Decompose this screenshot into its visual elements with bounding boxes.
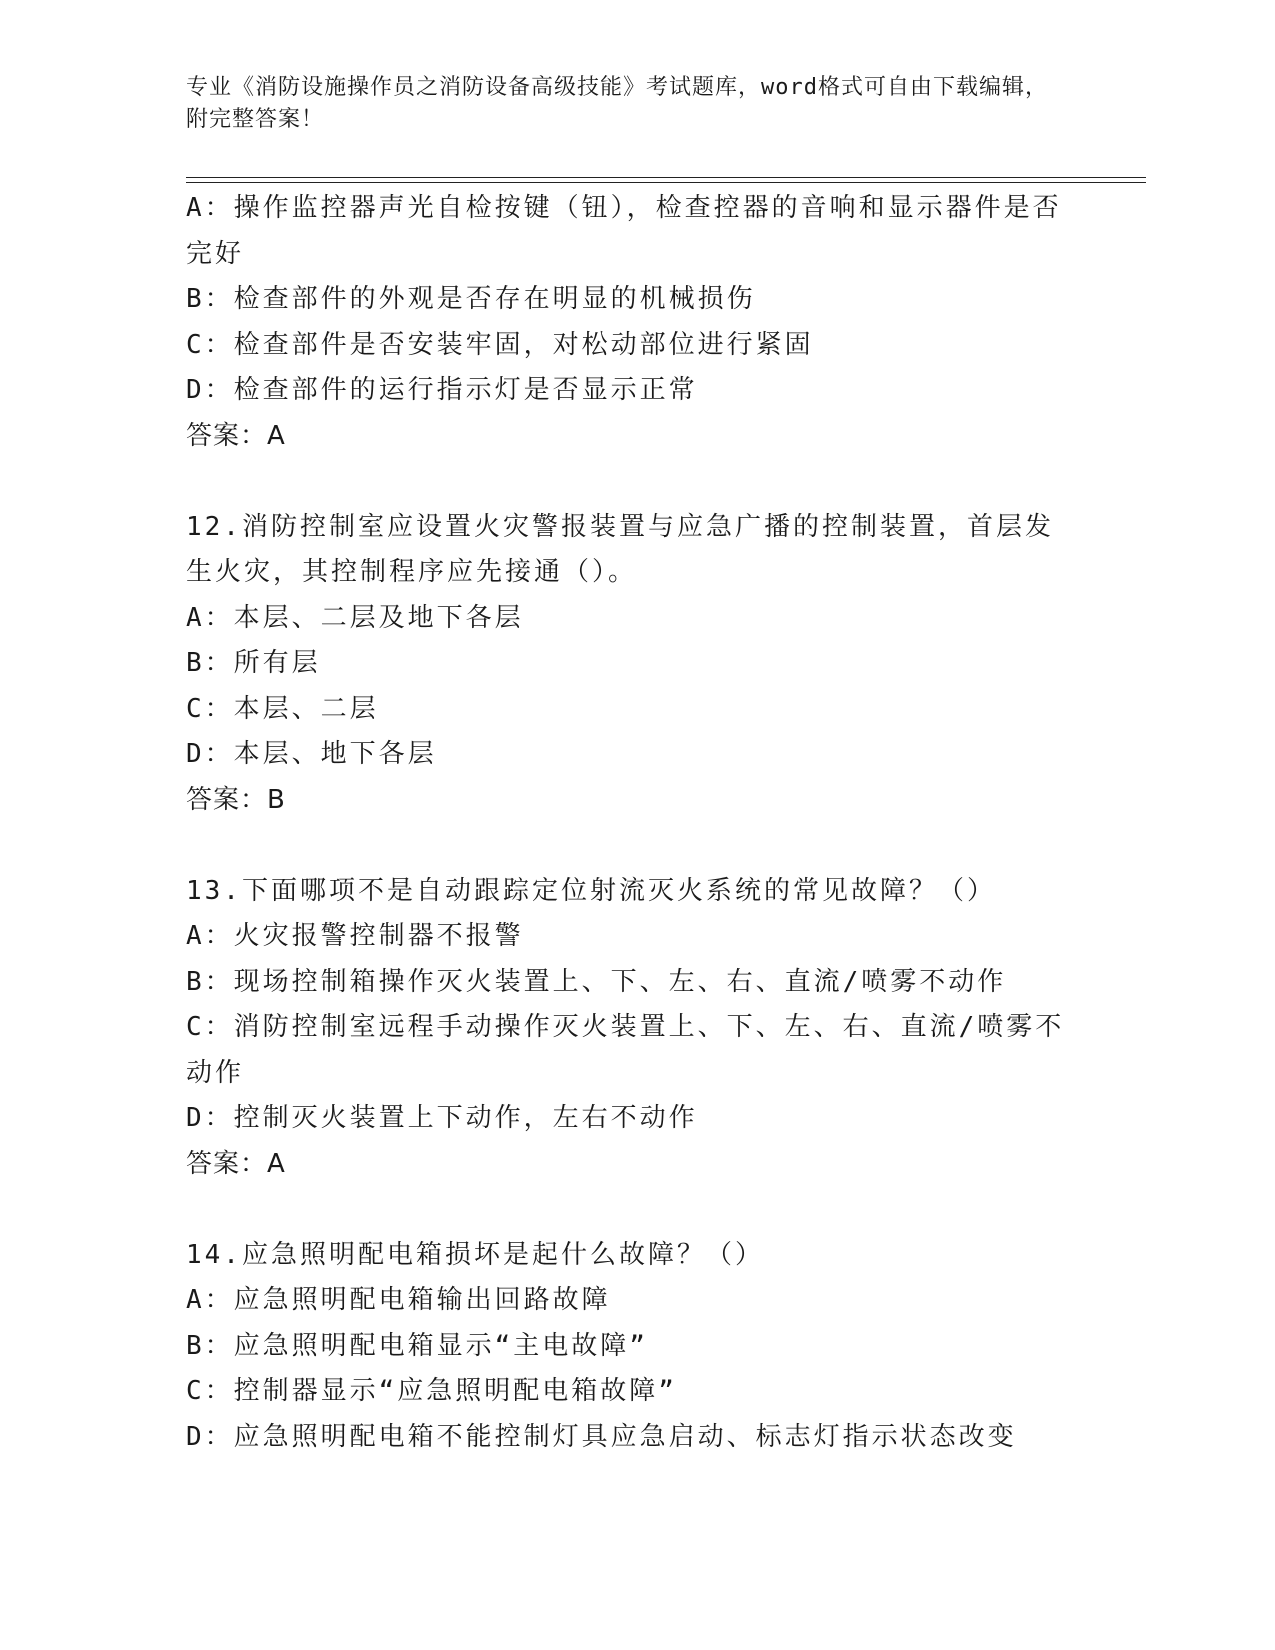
answer-line: 答案：A [186,420,286,451]
option-d: D：本层、地下各层 [186,739,437,769]
option-a: A：操作监控器声光自检按键（钮），检查控器的音响和显示器件是否完好 [186,193,1062,269]
question-list [186,186,1066,1460]
option-c: C：控制器显示“应急照明配电箱故障” [186,1376,677,1406]
option-c: C：本层、二层 [186,693,379,724]
question-text: 12.消防控制室应设置火灾警报装置与应急广播的控制装置，首层发生火灾，其控制程序应先接通（）。 [186,511,1054,587]
answer-line: 答案：B [186,784,286,815]
question-block-11 [186,186,1066,459]
option-d: D：应急照明配电箱不能控制灯具应急启动、标志灯指示状态改变 [186,1421,1017,1452]
question-block-13 [186,869,1066,1188]
option-b: B：所有层 [186,648,321,678]
question-text: 14.应急照明配电箱损坏是起什么故障？（） [186,1239,764,1270]
option-b: B：应急照明配电箱显示“主电故障” [186,1330,648,1361]
option-d: D：控制灭火装置上下动作，左右不动作 [186,1103,698,1133]
header-divider-top [186,177,1146,178]
option-c: C：消防控制室远程手动操作灭火装置上、下、左、右、直流/喷雾不动作 [186,1012,1065,1088]
option-b: B：现场控制箱操作灭火装置上、下、左、右、直流/喷雾不动作 [186,966,1007,997]
option-a: A：本层、二层及地下各层 [186,602,524,633]
document-header: 专业《消防设施操作员之消防设备高级技能》考试题库，word格式可自由下载编辑，附完整答案！ [186,75,1048,132]
option-c: C：检查部件是否安装牢固，对松动部位进行紧固 [186,329,814,360]
header-divider-bottom [186,182,1146,183]
question-block-12 [186,505,1066,824]
option-a: A：火灾报警控制器不报警 [186,921,524,951]
option-d: D：检查部件的运行指示灯是否显示正常 [186,375,698,405]
question-text: 13.下面哪项不是自动跟踪定位射流灭火系统的常见故障？（） [186,875,996,906]
option-a: A：应急照明配电箱输出回路故障 [186,1285,611,1315]
answer-line: 答案：A [186,1148,286,1179]
question-block-14 [186,1233,1066,1461]
option-b: B：检查部件的外观是否存在明显的机械损伤 [186,284,756,314]
